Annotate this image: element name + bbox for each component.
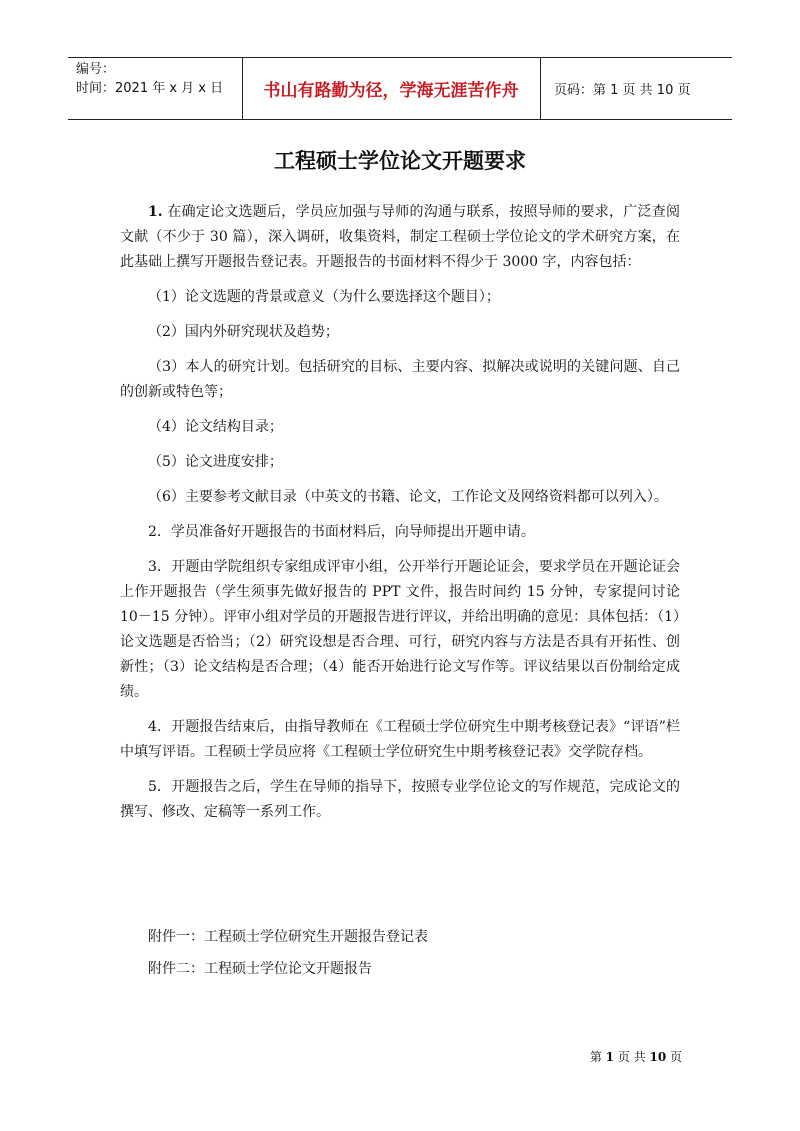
footer-text: 页	[666, 1050, 682, 1064]
attachment-item: 附件一：工程硕士学位研究生开题报告登记表	[148, 929, 428, 945]
sub-item: （4）论文结构目录；	[148, 419, 283, 435]
sub-item: （3）本人的研究计划。包括研究的目标、主要内容、拟解决或说明的关键问题、自己的创新或特色等；	[120, 359, 680, 400]
header-divider	[540, 58, 541, 119]
header-page-label: 页码：第 1 页 共 10 页	[554, 83, 691, 98]
attachments	[148, 927, 428, 991]
item-text: 在确定论文选题后，学员应加强与导师的沟通与联系，按照导师的要求，广泛查阅文献（不少于 30 篇），深入调研，收集资料，制定工程硕士学位论文的学术研究方案，在此基础上撰写开题报告登记表。开题报告的书面材料不得少于 3000 字，内容包括：	[120, 204, 680, 270]
requirement-item-4: 4．开题报告结束后，由指导教师在《工程硕士学位研究生中期考核登记表》“评语”栏中填写评语。工程硕士学员应将《工程硕士学位研究生中期考核登记表》交学院存档。	[120, 719, 680, 760]
sub-item: （1）论文选题的背景或意义（为什么要选择这个题目）；	[148, 289, 500, 305]
page-title: 工程硕士学位论文开题要求	[274, 149, 526, 173]
requirement-item-1	[120, 200, 680, 275]
sub-item: （5）论文进度安排；	[148, 454, 283, 470]
document-body	[120, 200, 680, 835]
footer-text: 第	[589, 1050, 606, 1064]
document-number-label: 编号：	[76, 62, 116, 77]
footer-text: 页 共	[614, 1050, 650, 1064]
sub-item: （2）国内外研究现状及趋势；	[148, 324, 339, 340]
footer-page-number: 1	[605, 1050, 615, 1064]
sub-item: （6）主要参考文献目录（中英文的书籍、论文，工作论文及网络资料都可以列入）。	[148, 489, 668, 505]
page-footer	[590, 1048, 682, 1065]
header-meta	[76, 60, 223, 98]
requirement-item-3: 3．开题由学院组织专家组成评审小组，公开举行开题论证会，要求学员在开题论证会上作开题报告（学生须事先做好报告的 PPT 文件，报告时间约 15 分钟，专家提问讨论 10－15 分钟）。评审小组对学员的开题报告进行评议，并给出明确的意见：具体包括：（1）论文选题是否恰当；（2）研究设想是否合理、可行，研究内容与方法是否具有开拓性、创新性；（3）论文结构是否合理；（4）能否开始进行论文写作等。评议结果以百份制给定成绩。	[120, 559, 680, 700]
document-time-label: 时间：2021 年 x 月 x 日	[76, 81, 224, 96]
item-number: 1.	[148, 204, 163, 220]
requirement-item-2: 2．学员准备好开题报告的书面材料后，向导师提出开题申请。	[148, 524, 535, 540]
page-header	[68, 57, 732, 120]
header-motto: 书山有路勤为径，学海无涯苦作舟	[263, 81, 519, 101]
attachment-item: 附件二：工程硕士学位论文开题报告	[148, 961, 372, 977]
requirement-item-5: 5．开题报告之后，学生在导师的指导下，按照专业学位论文的写作规范，完成论文的撰写、修改、定稿等一系列工作。	[120, 779, 680, 820]
footer-total-pages: 10	[649, 1050, 667, 1064]
